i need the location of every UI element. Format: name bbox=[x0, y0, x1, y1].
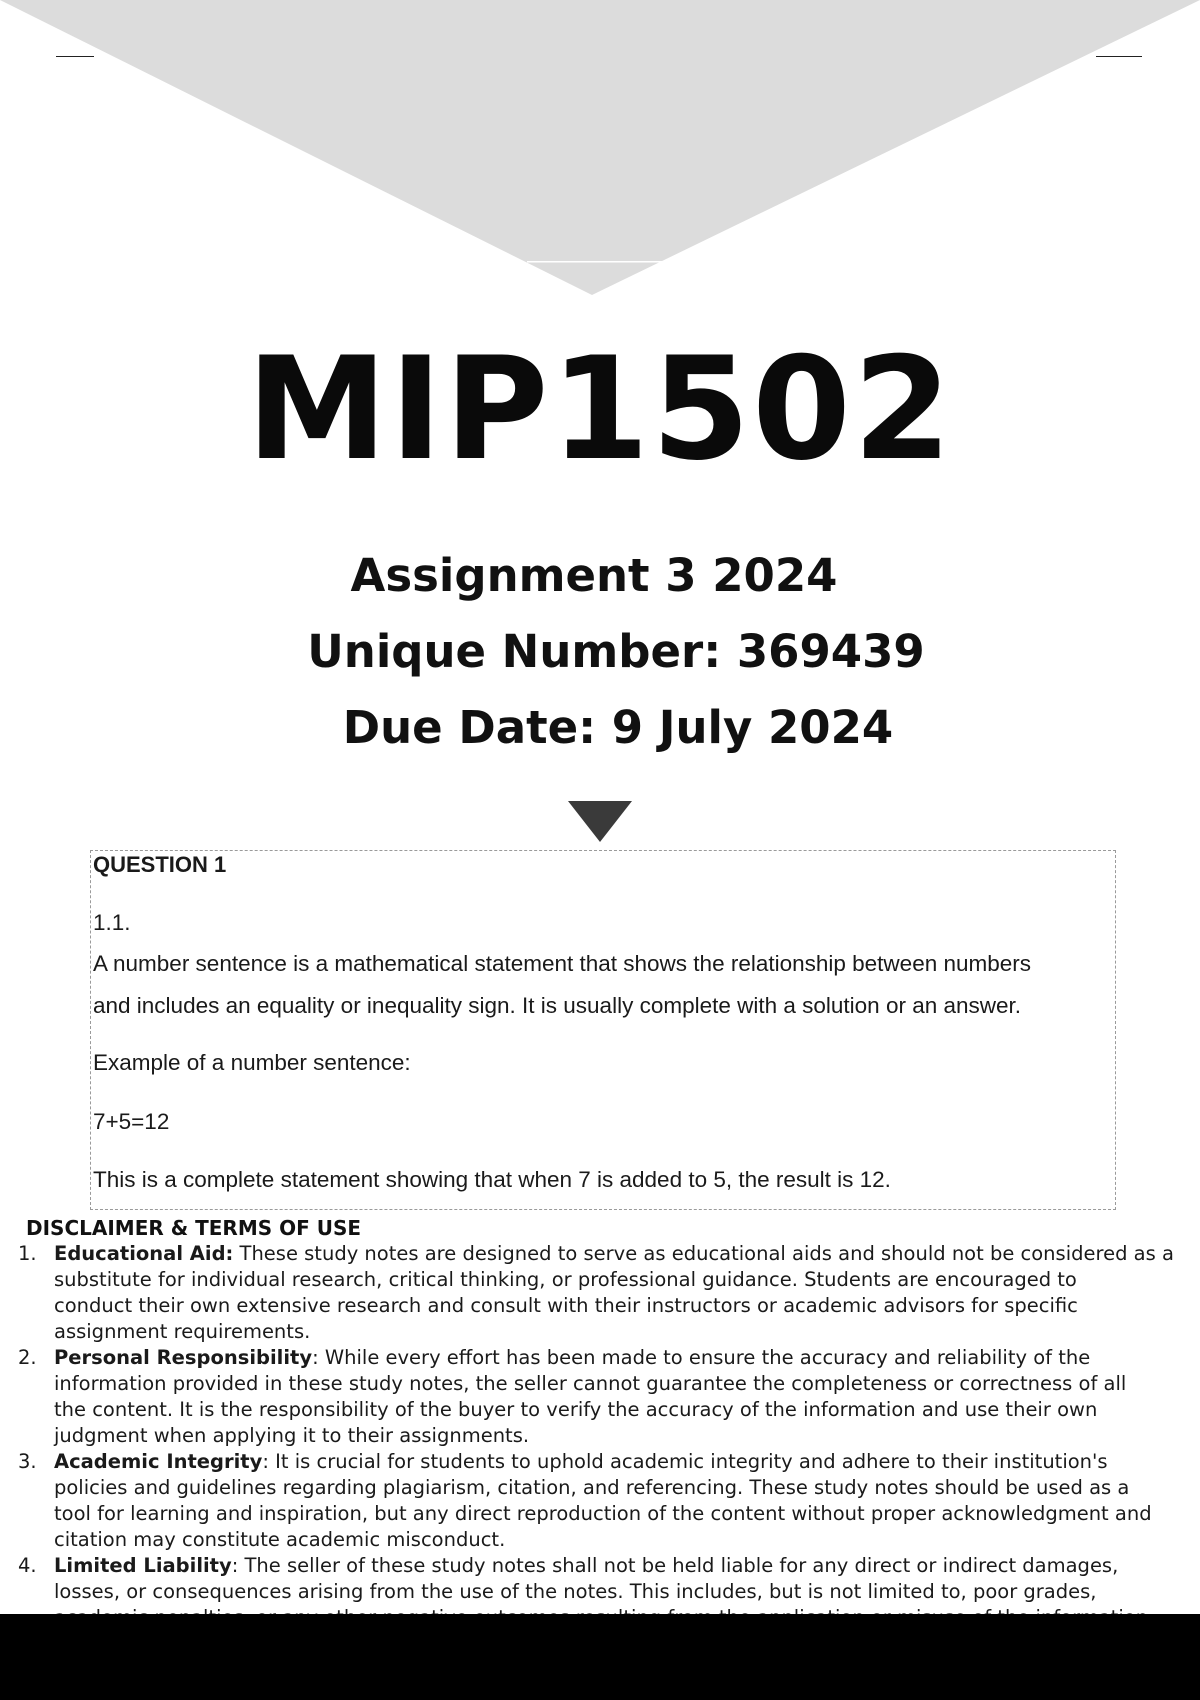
unique-number: Unique Number: 369439 bbox=[307, 625, 925, 678]
terms-item-number: 4. bbox=[18, 1554, 37, 1577]
terms-item-text: citation may constitute academic misconduct. bbox=[54, 1528, 506, 1551]
terms-item-text: losses, or consequences arising from the use of the notes. This includes, but is not limited to, poor grades, bbox=[54, 1580, 1097, 1603]
terms-item-text: : While every effort has been made to ensure the accuracy and reliability of the bbox=[312, 1346, 1091, 1369]
terms-item-text: substitute for individual research, critical thinking, or professional guidance. Students are encouraged to bbox=[54, 1268, 1077, 1291]
terms-item-text: These study notes are designed to serve as educational aids and should not be considered as a bbox=[233, 1242, 1174, 1265]
terms-item-number: 3. bbox=[18, 1450, 37, 1473]
terms-item-text: conduct their own extensive research and consult with their instructors or academic advisors for specific bbox=[54, 1294, 1078, 1317]
banner-notch-line bbox=[527, 261, 663, 263]
terms-item-text: assignment requirements. bbox=[54, 1320, 311, 1343]
banner-chevron bbox=[0, 0, 1200, 295]
terms-item-text: judgment when applying it to their assignments. bbox=[54, 1424, 530, 1447]
terms-item-text: tool for learning and inspiration, but any direct reproduction of the content without proper acknowledgment and bbox=[54, 1502, 1152, 1525]
terms-item bbox=[0, 1449, 1200, 1553]
disclaimer-title: DISCLAIMER & TERMS OF USE bbox=[26, 1216, 362, 1240]
terms-item-number: 2. bbox=[18, 1346, 37, 1369]
example-label: Example of a number sentence: bbox=[93, 1050, 411, 1075]
terms-item-text: : It is crucial for students to uphold academic integrity and adhere to their institution's bbox=[262, 1450, 1108, 1473]
example-equation: 7+5=12 bbox=[93, 1109, 170, 1134]
terms-item-text: policies and guidelines regarding plagiarism, citation, and referencing. These study notes should be used as a bbox=[54, 1476, 1130, 1499]
assignment-title: Assignment 3 2024 bbox=[350, 549, 838, 602]
terms-item-term: Educational Aid: bbox=[54, 1242, 234, 1265]
viewer-bottom-bar bbox=[0, 1614, 1200, 1700]
course-code-title: MIP1502 bbox=[246, 327, 954, 492]
question-conclusion: This is a complete statement showing that when 7 is added to 5, the result is 12. bbox=[93, 1167, 891, 1192]
question-heading: QUESTION 1 bbox=[93, 852, 227, 877]
question-number: 1.1. bbox=[93, 910, 131, 935]
due-date: Due Date: 9 July 2024 bbox=[342, 701, 894, 754]
terms-item-text: the content. It is the responsibility of the buyer to verify the accuracy of the information and use their own bbox=[54, 1398, 1098, 1421]
question-paragraph-line: and includes an equality or inequality sign. It is usually complete with a solution or an answer. bbox=[93, 993, 1022, 1018]
terms-list bbox=[0, 1241, 1200, 1631]
terms-item-term: Personal Responsibility bbox=[54, 1346, 313, 1369]
cover-banner bbox=[0, 0, 1200, 300]
terms-item-text: : The seller of these study notes shall not be held liable for any direct or indirect damages, bbox=[231, 1554, 1119, 1577]
corner-rule-right bbox=[1096, 56, 1142, 57]
terms-item-term: Limited Liability bbox=[54, 1554, 232, 1577]
corner-rule-left bbox=[56, 56, 94, 57]
down-triangle-icon bbox=[568, 801, 632, 842]
question-paragraph-line: A number sentence is a mathematical statement that shows the relationship between numbers bbox=[93, 951, 1032, 976]
terms-item-text: information provided in these study notes, the seller cannot guarantee the completeness or correctness of all bbox=[54, 1372, 1127, 1395]
terms-item bbox=[0, 1345, 1200, 1449]
terms-item-term: Academic Integrity bbox=[54, 1450, 263, 1473]
terms-item bbox=[0, 1241, 1200, 1345]
terms-item-number: 1. bbox=[18, 1242, 37, 1265]
question-box bbox=[90, 850, 1116, 1210]
